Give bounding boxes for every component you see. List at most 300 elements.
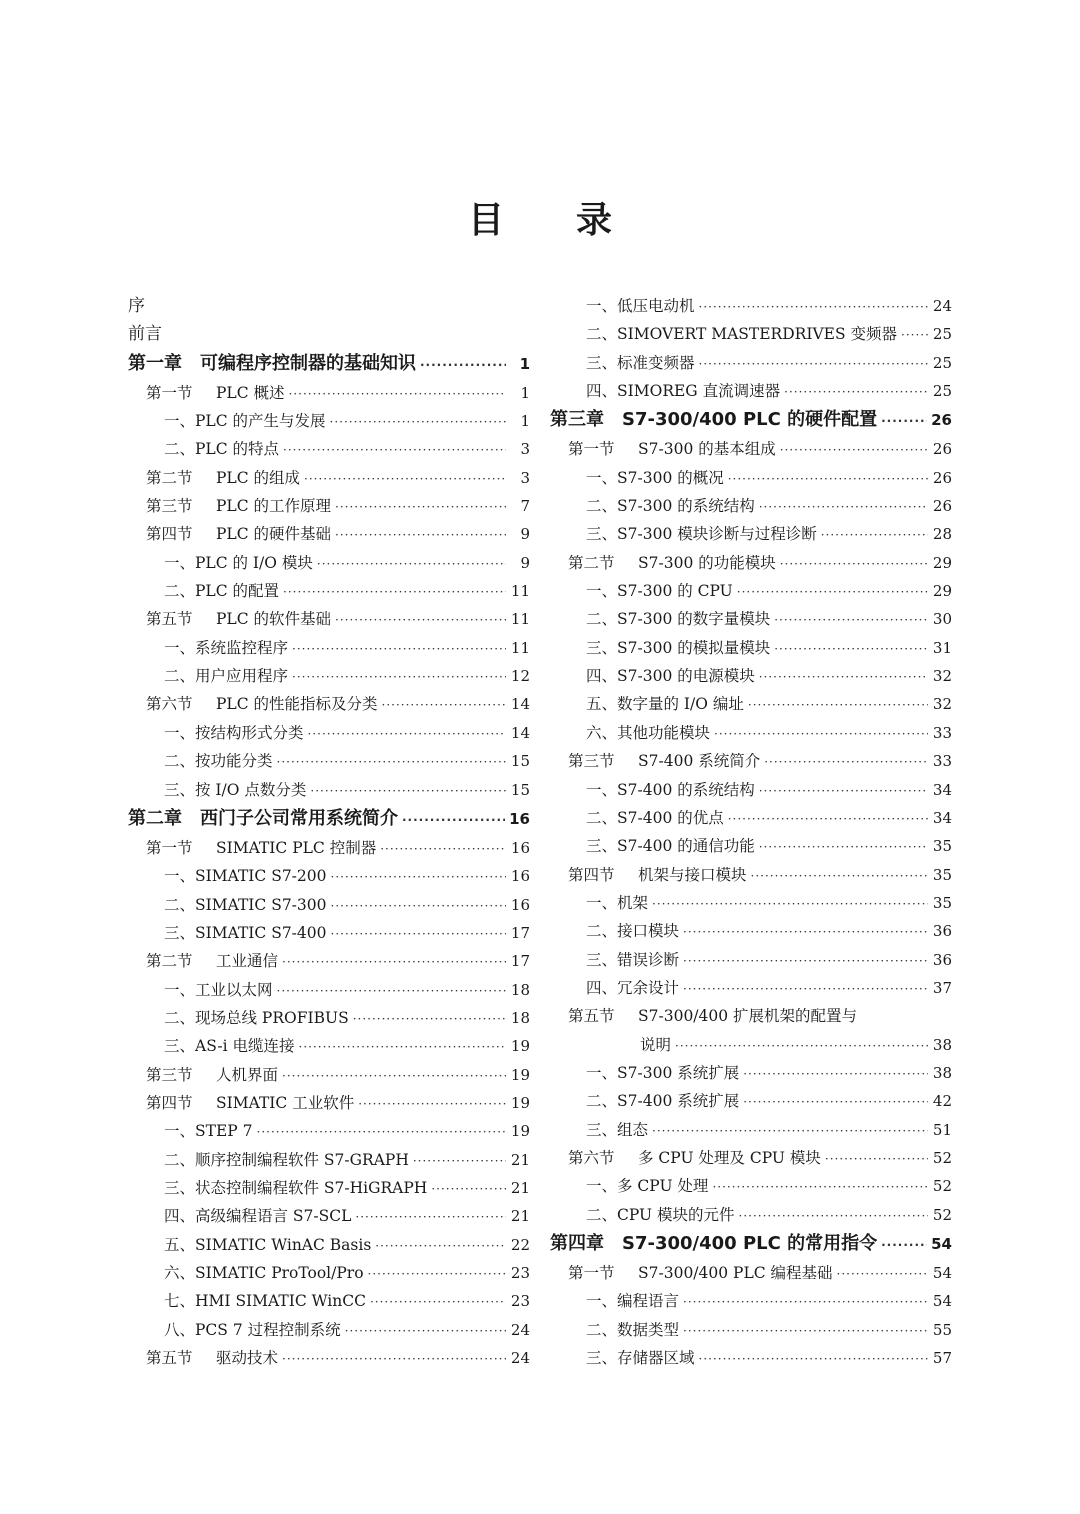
- toc-item-entry[interactable]: [550, 662, 952, 690]
- toc-item-entry[interactable]: [550, 1172, 952, 1200]
- toc-entry-text: 四、SIMOREG 直流调速器: [586, 382, 781, 401]
- toc-page-number: 24: [932, 297, 952, 315]
- toc-section-entry[interactable]: [550, 1259, 952, 1287]
- toc-item-entry[interactable]: [128, 747, 530, 775]
- toc-section-entry[interactable]: [550, 549, 952, 577]
- toc-page-number: 21: [510, 1178, 530, 1197]
- toc-entry-label: [586, 292, 695, 320]
- toc-entry-text: 序: [128, 296, 145, 316]
- toc-front-matter-entry[interactable]: [128, 292, 530, 320]
- dot-leader: [699, 293, 928, 321]
- toc-entry-text: 一、S7-300 系统扩展: [586, 1063, 740, 1082]
- dot-leader: [759, 493, 928, 521]
- toc-section-number: 第五节: [146, 1349, 193, 1368]
- toc-entry-text: 五、SIMATIC WinAC Basis: [164, 1235, 372, 1254]
- dot-leader: [345, 1317, 506, 1345]
- dot-leader: [292, 663, 506, 691]
- dot-leader: [774, 635, 928, 663]
- toc-section-number: 第四节: [146, 1093, 193, 1112]
- toc-entry-label: [164, 435, 279, 463]
- toc-entry-label: [586, 492, 755, 520]
- toc-page-number: 26: [932, 497, 952, 516]
- toc-page-number: 36: [932, 950, 952, 969]
- dot-leader: [257, 1118, 507, 1146]
- toc-page-number: 52: [932, 1177, 952, 1196]
- toc-entry-text: 一、系统监控程序: [164, 638, 289, 657]
- toc-item-entry[interactable]: [128, 549, 530, 577]
- toc-entry-text: 第三章 S7-300/400 PLC 的硬件配置: [550, 409, 878, 431]
- toc-item-entry[interactable]: [128, 719, 530, 747]
- toc-entry-label: [586, 804, 724, 832]
- toc-item-entry[interactable]: [128, 407, 530, 435]
- toc-entry-text: 六、SIMATIC ProTool/Pro: [164, 1264, 364, 1282]
- toc-entry-label: [146, 605, 331, 633]
- toc-page-number: 23: [510, 1264, 530, 1282]
- toc-entry-text: 前言: [128, 324, 162, 345]
- toc-item-entry[interactable]: [550, 377, 952, 405]
- toc-item-entry[interactable]: [550, 690, 952, 718]
- toc-entry-text: 二、SIMOVERT MASTERDRIVES 变频器: [586, 325, 897, 344]
- toc-page-number: 16: [510, 867, 530, 886]
- dot-leader: [331, 892, 506, 920]
- toc-entry-label: [128, 804, 398, 834]
- toc-entry-text: 三、组态: [586, 1120, 649, 1139]
- toc-section-entry[interactable]: [128, 464, 530, 492]
- toc-entry-text: SIMATIC 工业软件: [216, 1093, 355, 1112]
- toc-entry-label: [586, 662, 755, 690]
- dot-leader: [368, 1260, 506, 1288]
- toc-item-entry[interactable]: [550, 464, 952, 492]
- toc-entry-text: 二、S7-400 的优点: [586, 808, 724, 827]
- toc-entry-text: 二、CPU 模块的元件: [586, 1205, 735, 1224]
- toc-entry-label: [146, 1089, 354, 1117]
- toc-item-entry[interactable]: [128, 862, 530, 890]
- toc-entry-label: [586, 520, 817, 548]
- toc-item-entry[interactable]: [128, 577, 530, 605]
- toc-right-column: [550, 292, 952, 1372]
- toc-entry-text: 二、PLC 的特点: [164, 440, 280, 459]
- toc-entry-text: PLC 概述: [216, 383, 285, 402]
- toc-section-entry[interactable]: [128, 834, 530, 862]
- toc-page-number: 17: [510, 923, 530, 942]
- toc-entry-label: [586, 605, 770, 633]
- toc-chapter-entry[interactable]: [128, 804, 530, 834]
- toc-page-number: 35: [932, 893, 952, 912]
- toc-entry-label: [586, 690, 744, 718]
- toc-page-number: 3: [520, 440, 530, 459]
- toc-section-entry[interactable]: [128, 947, 530, 975]
- toc-section-entry[interactable]: [128, 690, 530, 718]
- toc-entry-label: [586, 1059, 739, 1087]
- dot-leader: [881, 1230, 927, 1260]
- dot-leader: [317, 550, 506, 578]
- toc-entry-label: [146, 379, 285, 407]
- toc-item-entry[interactable]: [128, 919, 530, 947]
- toc-page-number: 38: [932, 1063, 952, 1082]
- toc-item-entry[interactable]: [550, 1116, 952, 1144]
- toc-item-entry[interactable]: [550, 292, 952, 320]
- toc-entry-label: [164, 1117, 253, 1145]
- toc-item-entry[interactable]: [128, 976, 530, 1004]
- toc-entry-text: 一、低压电动机: [586, 297, 695, 315]
- toc-page-number: 3: [520, 468, 530, 487]
- toc-page-number: 16: [510, 838, 530, 857]
- toc-entry-label: [586, 1201, 735, 1229]
- dot-leader: [330, 408, 506, 436]
- toc-item-entry[interactable]: [550, 634, 952, 662]
- dot-leader: [331, 920, 506, 948]
- dot-leader: [353, 1005, 506, 1033]
- toc-section-number: 第二节: [146, 952, 193, 971]
- dot-leader: [310, 777, 506, 805]
- toc-entry-label: [568, 435, 776, 463]
- toc-item-entry[interactable]: [128, 1174, 530, 1202]
- toc-page-number: 19: [510, 1065, 530, 1084]
- dot-leader: [355, 1203, 506, 1231]
- toc-section-entry[interactable]: [128, 492, 530, 520]
- toc-page-number: 34: [932, 808, 952, 827]
- dot-leader: [375, 1232, 506, 1260]
- toc-entry-text: 机架与接口模块: [638, 865, 747, 884]
- title-char-2: 录: [576, 200, 613, 241]
- toc-item-entry[interactable]: [128, 634, 530, 662]
- toc-entry-label: [128, 349, 416, 379]
- toc-page-number: 26: [932, 440, 952, 459]
- toc-entry-text: 八、PCS 7 过程控制系统: [164, 1320, 341, 1339]
- toc-entry-text: 四、S7-300 的电源模块: [586, 667, 755, 686]
- toc-entry-text: 二、PLC 的配置: [164, 582, 280, 601]
- toc-entry-label: [164, 1287, 366, 1315]
- toc-entry-text: 二、S7-300 的数字量模块: [586, 610, 771, 629]
- toc-item-entry[interactable]: [128, 1146, 530, 1174]
- toc-entry-text: 工业通信: [216, 952, 279, 971]
- toc-page-number: 9: [520, 553, 530, 572]
- dot-leader: [331, 863, 506, 891]
- dot-leader: [283, 436, 506, 464]
- dot-leader: [304, 465, 506, 493]
- dot-leader: [774, 606, 928, 634]
- toc-entry-label: [164, 634, 288, 662]
- toc-page-number: 54: [931, 1235, 952, 1253]
- toc-page-number: 24: [510, 1320, 530, 1339]
- toc-entry-text: 二、用户应用程序: [164, 667, 289, 686]
- toc-entry-label: [586, 1287, 679, 1315]
- toc-page-number: 1: [520, 412, 530, 431]
- toc-page-number: 1: [520, 383, 530, 402]
- toc-section-entry[interactable]: [128, 1061, 530, 1089]
- toc-page-number: 34: [932, 780, 952, 799]
- toc-entry-label: [128, 292, 145, 320]
- dot-leader: [825, 1145, 928, 1173]
- toc-page-number: 51: [932, 1120, 952, 1139]
- toc-entry-text: S7-300 的基本组成: [638, 440, 776, 459]
- toc-item-entry[interactable]: [550, 577, 952, 605]
- toc-page-number: 25: [932, 382, 952, 401]
- toc-item-entry[interactable]: [550, 1287, 952, 1315]
- toc-entry-text: 二、接口模块: [586, 922, 680, 941]
- dot-leader: [764, 748, 928, 776]
- toc-page-number: 26: [932, 468, 952, 487]
- toc-page-number: 11: [510, 610, 530, 629]
- toc-item-entry[interactable]: [128, 1202, 530, 1230]
- toc-section-entry[interactable]: [550, 747, 952, 775]
- toc-item-entry[interactable]: [550, 946, 952, 974]
- toc-entry-label: [164, 976, 273, 1004]
- dot-leader: [683, 1288, 928, 1316]
- toc-item-entry[interactable]: [550, 776, 952, 804]
- toc-item-entry[interactable]: [550, 605, 952, 633]
- toc-page-number: 29: [932, 553, 952, 572]
- toc-page-number: 14: [510, 695, 530, 714]
- toc-entry-label: [164, 1032, 295, 1060]
- toc-entry-text: 一、S7-400 的系统结构: [586, 780, 755, 799]
- toc-item-entry[interactable]: [550, 520, 952, 548]
- toc-entry-label: [164, 1146, 409, 1174]
- toc-entry-text: 第四章 S7-300/400 PLC 的常用指令: [550, 1233, 878, 1254]
- toc-entry-label: [586, 320, 897, 348]
- toc-item-entry[interactable]: [550, 974, 952, 1002]
- toc-entry-label: [568, 861, 747, 889]
- toc-page-number: 17: [510, 952, 530, 971]
- dot-leader: [675, 1032, 928, 1060]
- toc-entry-label: [586, 1316, 679, 1344]
- dot-leader: [739, 1202, 928, 1230]
- toc-section-entry[interactable]: [128, 379, 530, 407]
- toc-entry-text: 二、顺序控制编程软件 S7-GRAPH: [164, 1150, 409, 1169]
- toc-entry-text: 一、PLC 的 I/O 模块: [164, 553, 313, 572]
- toc-entry-text: 一、S7-300 的概况: [586, 468, 724, 487]
- toc-section-entry[interactable]: [128, 1344, 530, 1372]
- toc-section-number: 第六节: [146, 695, 193, 714]
- dot-leader: [282, 1345, 506, 1373]
- toc-item-entry[interactable]: [128, 1032, 530, 1060]
- dot-leader: [277, 977, 506, 1005]
- toc-entry-label: [146, 1344, 278, 1372]
- toc-item-entry[interactable]: [550, 917, 952, 945]
- toc-section-number: 第二节: [568, 553, 615, 572]
- toc-item-entry[interactable]: [128, 435, 530, 463]
- dot-leader: [759, 833, 928, 861]
- toc-entry-text: 二、按功能分类: [164, 752, 273, 771]
- toc-entry-text: 三、存储器区域: [586, 1349, 695, 1368]
- toc-item-entry[interactable]: [550, 349, 952, 377]
- page-title: [0, 192, 1080, 243]
- dot-leader: [699, 1345, 928, 1373]
- toc-page-number: 31: [932, 638, 952, 657]
- toc-section-entry[interactable]: [550, 1144, 952, 1172]
- toc-item-entry[interactable]: [550, 804, 952, 832]
- toc-entry-label: [586, 1172, 708, 1200]
- dot-leader: [743, 1060, 928, 1088]
- toc-entry-text: PLC 的软件基础: [216, 610, 332, 629]
- toc-page-number: 37: [932, 978, 952, 997]
- dot-leader: [413, 1147, 506, 1175]
- toc-page-number: 29: [932, 582, 952, 601]
- toc-item-entry[interactable]: [550, 832, 952, 860]
- dot-leader: [759, 777, 928, 805]
- toc-entry-text: S7-400 系统简介: [638, 752, 761, 771]
- toc-entry-text: 二、SIMATIC S7-300: [164, 895, 327, 914]
- toc-page-number: 19: [510, 1037, 530, 1056]
- toc-entry-label: [586, 946, 679, 974]
- dot-leader: [759, 663, 928, 691]
- dot-leader: [299, 1033, 506, 1061]
- dot-leader: [402, 805, 505, 835]
- toc-entry-text: 四、冗余设计: [586, 978, 680, 997]
- dot-leader: [335, 493, 506, 521]
- toc-entry-label: [164, 862, 327, 890]
- toc-page-number: 14: [510, 723, 530, 742]
- toc-item-entry[interactable]: [550, 1087, 952, 1115]
- dot-leader: [780, 550, 928, 578]
- toc-entry-text: 第一章 可编程序控制器的基础知识: [128, 352, 416, 374]
- toc-entry-label: [586, 776, 755, 804]
- toc-page-number: 11: [510, 582, 530, 601]
- dot-leader: [683, 918, 928, 946]
- toc-item-entry[interactable]: [128, 1287, 530, 1315]
- toc-entry-text: 一、多 CPU 处理: [586, 1177, 709, 1196]
- dot-leader: [370, 1288, 506, 1316]
- dot-leader: [784, 378, 928, 406]
- toc-entry-label: [164, 1231, 371, 1259]
- toc-item-entry[interactable]: [550, 1344, 952, 1372]
- toc-item-entry[interactable]: [550, 320, 952, 348]
- toc-entry-text: PLC 的组成: [216, 468, 301, 487]
- toc-section-number: 第四节: [146, 525, 193, 544]
- toc-entry-label: [586, 1087, 739, 1115]
- toc-section-entry[interactable]: [550, 1002, 952, 1030]
- dot-leader: [748, 691, 928, 719]
- toc-entry-text: 说明: [640, 1035, 672, 1054]
- toc-entry-text: 五、数字量的 I/O 编址: [586, 695, 744, 714]
- toc-entry-label: [586, 917, 679, 945]
- toc-entry-label: [586, 577, 733, 605]
- toc-page-number: 35: [932, 865, 952, 884]
- toc-entry-text: 一、编程语言: [586, 1292, 680, 1311]
- toc-item-entry[interactable]: [128, 1316, 530, 1344]
- toc-entry-text: 二、S7-400 系统扩展: [586, 1092, 740, 1111]
- toc-page-number: 32: [932, 667, 952, 686]
- dot-leader: [881, 406, 927, 436]
- toc-section-entry[interactable]: [550, 435, 952, 463]
- toc-entry-text: 一、S7-300 的 CPU: [586, 582, 733, 601]
- toc-entry-label: [164, 891, 327, 919]
- toc-page-number: 22: [510, 1235, 530, 1254]
- toc-item-entry[interactable]: [550, 492, 952, 520]
- dot-leader: [780, 436, 928, 464]
- toc-section-number: 第一节: [568, 1264, 615, 1282]
- dot-leader: [821, 521, 928, 549]
- toc-item-entry[interactable]: [128, 891, 530, 919]
- toc-entry-text: 一、SIMATIC S7-200: [164, 867, 327, 886]
- toc-page-number: 57: [932, 1349, 952, 1368]
- dot-leader: [699, 350, 928, 378]
- toc-chapter-entry[interactable]: [550, 1229, 952, 1259]
- toc-section-entry[interactable]: [128, 605, 530, 633]
- toc-section-entry[interactable]: [128, 1089, 530, 1117]
- toc-entry-label: [586, 634, 770, 662]
- dot-leader: [335, 606, 506, 634]
- toc-entry-label: [586, 719, 710, 747]
- toc-page-number: 12: [510, 667, 530, 686]
- toc-entry-label: [568, 1144, 821, 1172]
- toc-entry-text: S7-300 的功能模块: [638, 553, 776, 572]
- dot-leader: [728, 465, 928, 493]
- toc-entry-text: 三、按 I/O 点数分类: [164, 780, 307, 799]
- toc-entry-text: 三、AS-i 电缆连接: [164, 1037, 295, 1056]
- dot-leader: [308, 720, 506, 748]
- toc-entry-text: SIMATIC PLC 控制器: [216, 838, 377, 857]
- dot-leader: [283, 578, 506, 606]
- toc-page-number: 54: [932, 1292, 952, 1311]
- toc-entry-label: [640, 1031, 671, 1059]
- dot-leader: [358, 1090, 506, 1118]
- toc-section-entry[interactable]: [128, 520, 530, 548]
- toc-entry-label: [164, 1316, 341, 1344]
- toc-item-entry[interactable]: [550, 1059, 952, 1087]
- toc-entry-label: [568, 1002, 857, 1030]
- toc-section-entry[interactable]: [550, 861, 952, 889]
- toc-section-number: 第五节: [146, 610, 193, 629]
- toc-entry-label: [146, 834, 376, 862]
- toc-entry-label: [164, 1174, 427, 1202]
- toc-item-entry[interactable]: [128, 1231, 530, 1259]
- toc-page-number: 52: [932, 1205, 952, 1224]
- toc-item-entry[interactable]: [550, 1316, 952, 1344]
- toc-page-number: 54: [932, 1264, 952, 1282]
- dot-leader: [382, 691, 506, 719]
- dot-leader: [420, 350, 506, 380]
- dot-leader: [837, 1260, 928, 1288]
- toc-section-number: 第一节: [568, 440, 615, 459]
- dot-leader: [743, 1088, 928, 1116]
- toc-entry-label: [164, 719, 304, 747]
- toc-entry-text: 三、错误诊断: [586, 950, 680, 969]
- toc-page-number: 42: [932, 1092, 952, 1111]
- toc-page-number: 25: [932, 325, 952, 344]
- toc-item-entry[interactable]: [550, 719, 952, 747]
- toc-page-number: 1: [519, 354, 530, 373]
- dot-leader: [652, 1117, 928, 1145]
- toc-item-entry[interactable]: [550, 889, 952, 917]
- toc-entry-label: [568, 747, 760, 775]
- dot-leader: [737, 578, 928, 606]
- toc-entry-label: [164, 577, 279, 605]
- toc-chapter-entry[interactable]: [550, 405, 952, 435]
- toc-chapter-entry[interactable]: [128, 349, 530, 379]
- toc-entry-text: 三、S7-400 的通信功能: [586, 837, 755, 856]
- dot-leader: [282, 1062, 506, 1090]
- toc-entry-text: 二、现场总线 PROFIBUS: [164, 1008, 349, 1027]
- toc-item-entry[interactable]: [550, 1201, 952, 1229]
- toc-entry-text: 一、STEP 7: [164, 1122, 253, 1141]
- dot-leader: [683, 947, 928, 975]
- toc-section-entry-continued[interactable]: [550, 1031, 952, 1059]
- toc-entry-text: PLC 的硬件基础: [216, 525, 332, 544]
- toc-entry-label: [568, 1259, 833, 1287]
- toc-entry-label: [164, 1259, 364, 1287]
- toc-item-entry[interactable]: [128, 662, 530, 690]
- toc-item-entry[interactable]: [128, 1004, 530, 1032]
- toc-section-number: 第三节: [568, 752, 615, 771]
- toc-item-entry[interactable]: [128, 1259, 530, 1287]
- toc-page-number: 35: [932, 837, 952, 856]
- toc-entry-label: [146, 492, 331, 520]
- toc-entry-text: 多 CPU 处理及 CPU 模块: [638, 1148, 821, 1167]
- toc-item-entry[interactable]: [128, 776, 530, 804]
- toc-front-matter-entry[interactable]: [128, 320, 530, 348]
- toc-item-entry[interactable]: [128, 1117, 530, 1145]
